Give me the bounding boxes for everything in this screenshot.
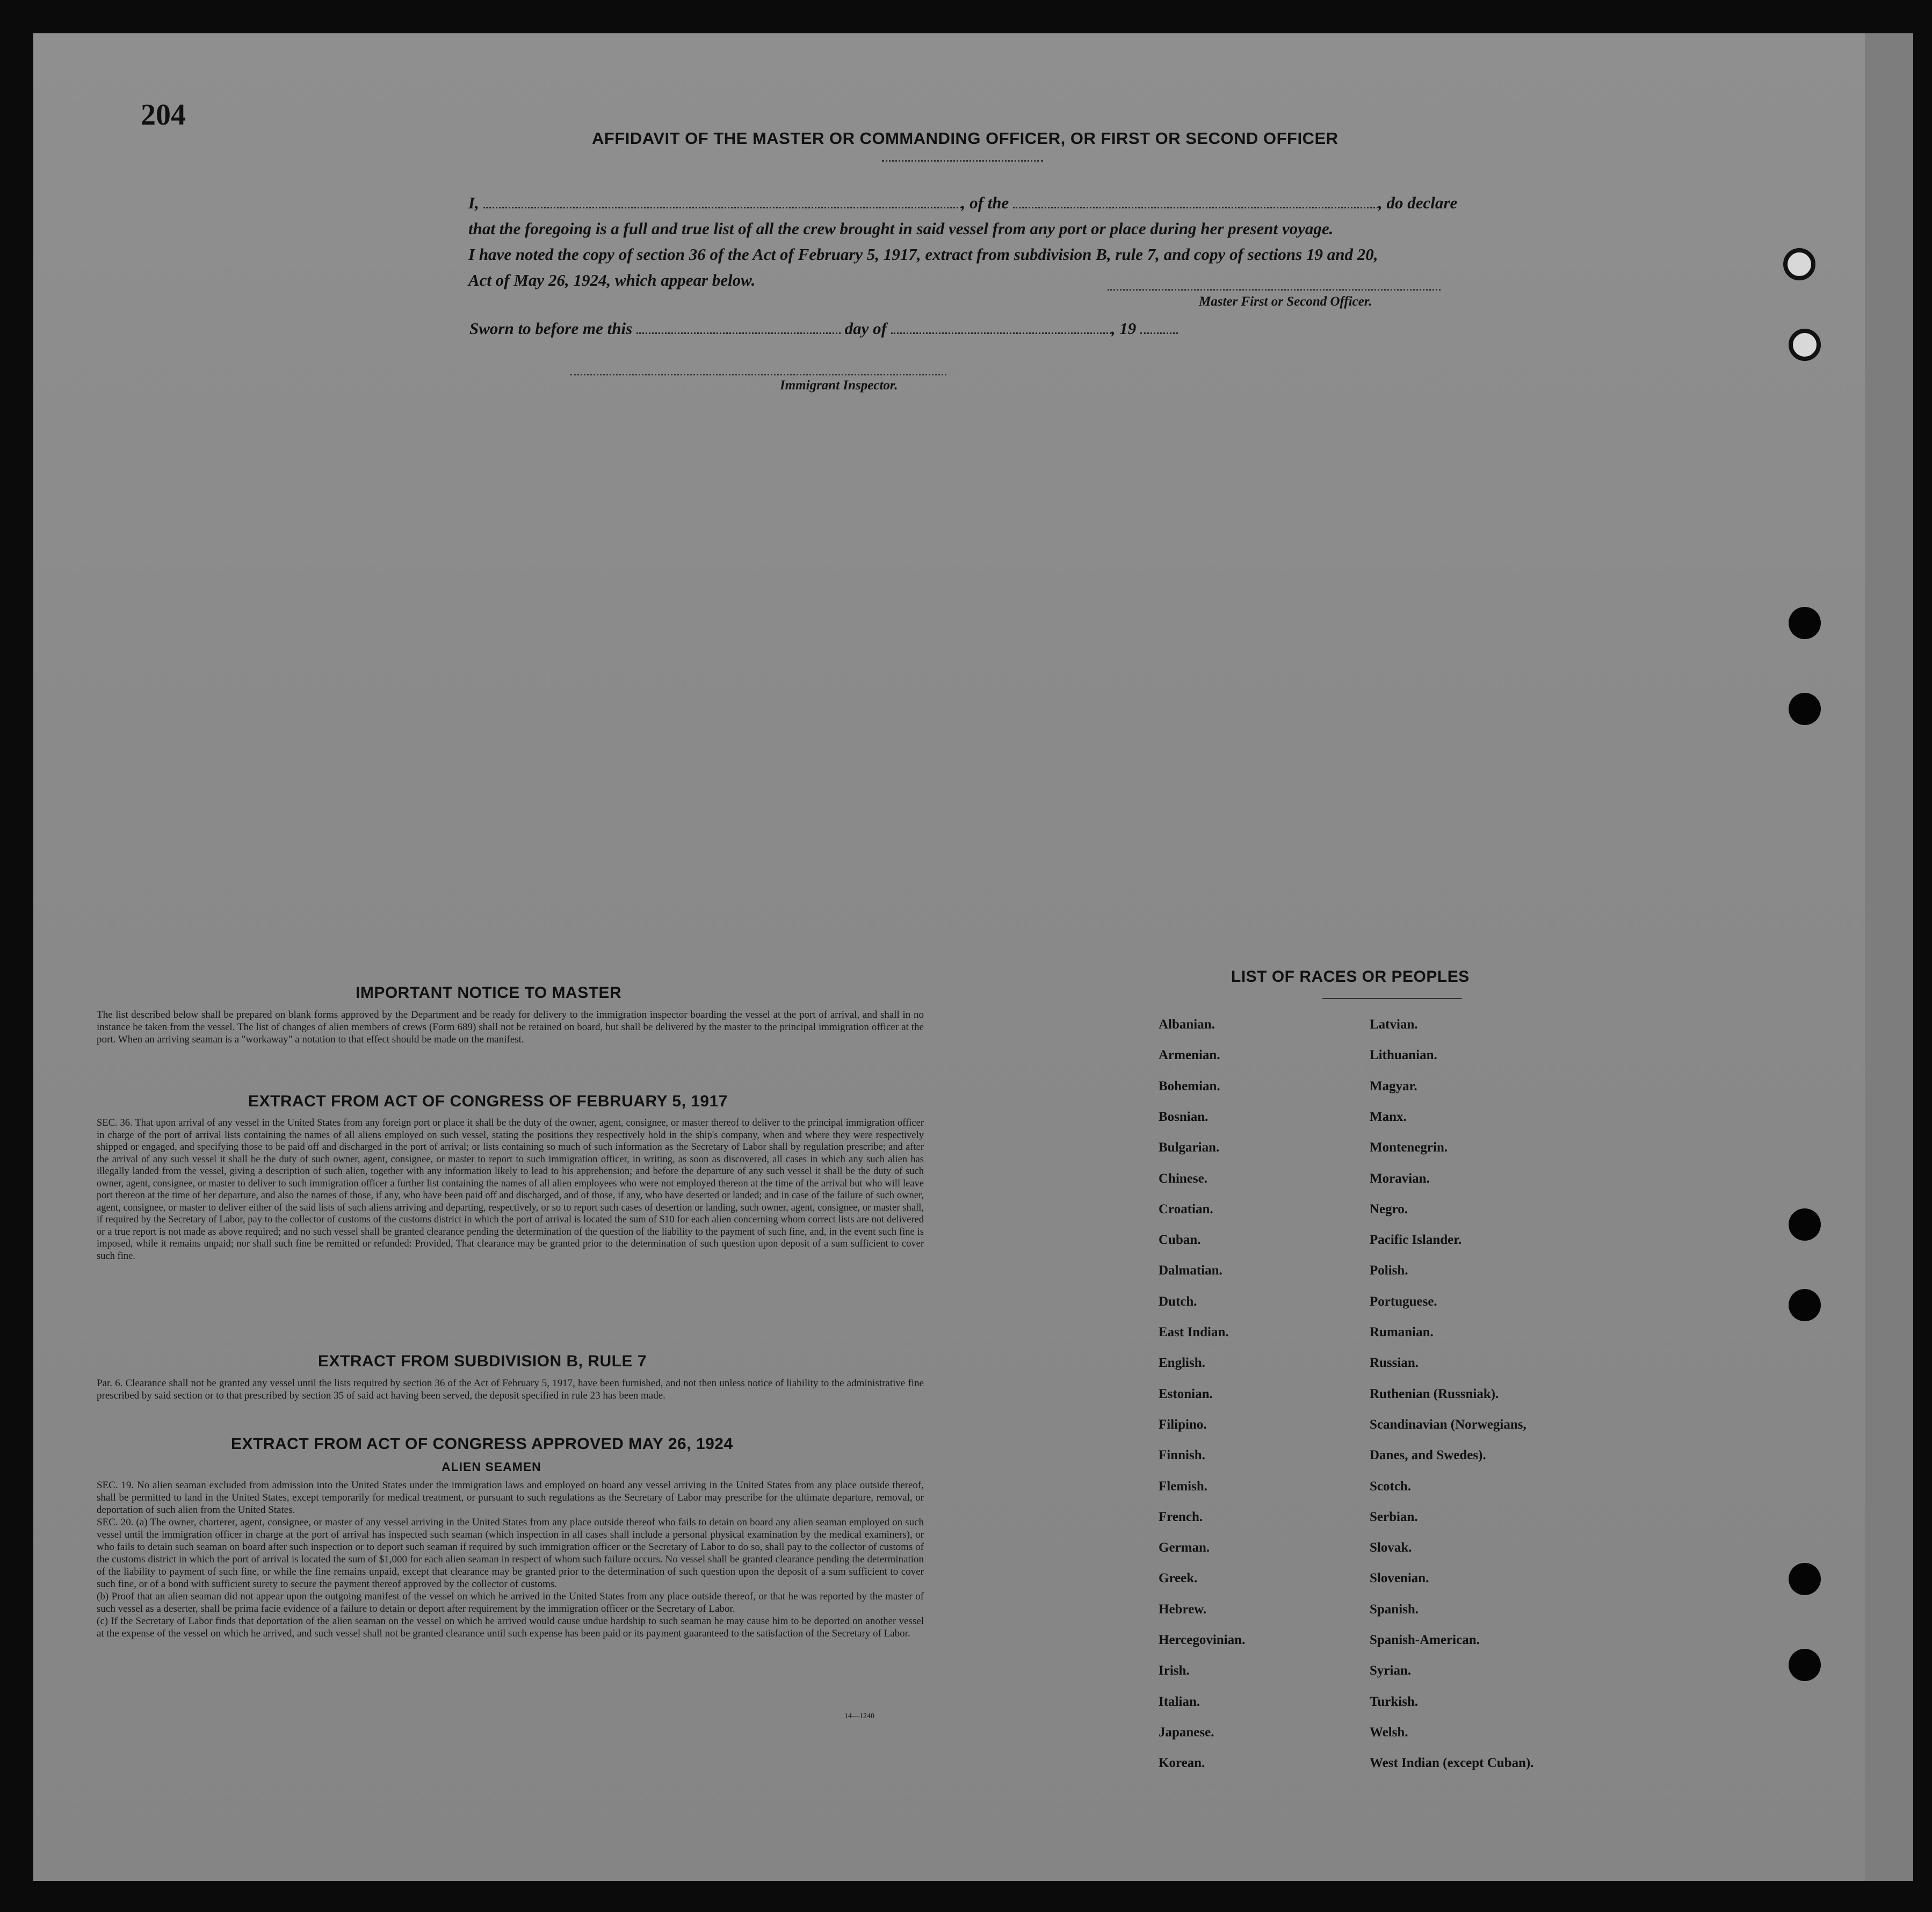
race-item: Greek. xyxy=(1159,1571,1198,1586)
sec-20b-text: (b) Proof that an alien seaman did not appear upon the outgoing manifest of the vessel on which he arrived in the United States from any place outside thereof, or that he was reported by the master of such vessel as a deserter, shall be prima facie evidence of a failure to detain or deport after requirement by the immigration officer or the Secretary of Labor. xyxy=(97,1591,924,1614)
extract-1924-body xyxy=(97,1479,924,1640)
race-item: Welsh. xyxy=(1370,1725,1408,1740)
race-item: Croatian. xyxy=(1159,1201,1213,1216)
inspector-caption: Immigrant Inspector. xyxy=(780,378,898,393)
race-item: Rumanian. xyxy=(1370,1325,1434,1339)
race-item: Irish. xyxy=(1159,1663,1190,1678)
affidavit-line-3: I have noted the copy of section 36 of the Act of February 5, 1917, extract from subdivision B, rule 7, and copy of sections 19 and 20, xyxy=(468,245,1378,264)
day-of-label: day of xyxy=(844,319,887,338)
notice-title: IMPORTANT NOTICE TO MASTER xyxy=(356,984,622,1002)
race-item: Estonian. xyxy=(1159,1386,1213,1401)
sec-20a-text: SEC. 20. (a) The owner, charterer, agent, consignee, or master of any vessel arriving in the United States from any place outside thereof who fails to detain on board any alien seaman employed on such vessel until the immigration officer in charge at the port of arrival has inspected such seaman (which inspection in all cases shall include a personal physical examination by the medical examiners), or who fails to detain such seaman on board after such inspection or to deport such seaman if required by such immigration officer or the Secretary of Labor to do so, shall pay to the collector of customs of the customs district in which the port of arrival is located the sum of $1,000 for each alien seaman in respect of whom such failure occurs. No vessel shall be granted clearance pending the determination of the liability to payment of such fine, or while the fine remains unpaid, except that clearance may be granted prior to the determination of such question upon the deposit of a sum sufficient to cover such fine, or of a bond with sufficient surety to secure the payment thereof approved by the collector of customs. xyxy=(97,1517,924,1590)
affidavit-line-2: that the foregoing is a full and true list of all the crew brought in said vessel from any port or place during her present voyage. xyxy=(468,219,1334,238)
page-number: 204 xyxy=(141,98,186,132)
inspector-signature-line[interactable] xyxy=(570,374,946,375)
sworn-day-blank[interactable] xyxy=(636,330,841,334)
race-item: Russian. xyxy=(1370,1356,1419,1371)
affidavit-title: AFFIDAVIT OF THE MASTER OR COMMANDING OFFICER, OR FIRST OR SECOND OFFICER xyxy=(592,129,1338,148)
binder-hole xyxy=(1789,693,1821,725)
race-item: Montenegrin. xyxy=(1370,1140,1448,1155)
race-item: Japanese. xyxy=(1159,1725,1214,1740)
race-item: Magyar. xyxy=(1370,1078,1417,1093)
sworn-year-blank[interactable] xyxy=(1140,330,1178,334)
bleed-row xyxy=(452,458,1768,468)
affidavit-line-4: Act of May 26, 1924, which appear below. xyxy=(468,271,756,289)
race-item: Bulgarian. xyxy=(1159,1140,1220,1155)
race-item: Filipino. xyxy=(1159,1417,1207,1432)
race-item: East Indian. xyxy=(1159,1325,1229,1339)
race-item: Scandinavian (Norwegians, xyxy=(1370,1417,1526,1432)
sec-20c-text: (c) If the Secretary of Labor finds that deportation of the alien seaman on the vessel on which he arrived would cause undue hardship to such seaman he may cause him to be deported on another vessel at the expense of the vessel on which he arrived, and such vessel shall not be granted clearance until such expense has been paid or its payment guaranteed to the satisfaction of the Secretary of Labor. xyxy=(97,1616,924,1639)
race-item: Hercegovinian. xyxy=(1159,1633,1246,1647)
race-item: French. xyxy=(1159,1509,1203,1524)
race-item: Syrian. xyxy=(1370,1663,1412,1678)
race-item: Dutch. xyxy=(1159,1294,1197,1309)
extract-1917-text: SEC. 36. That upon arrival of any vessel in the United States from any foreign port or place it shall be the duty of the owner, agent, consignee, or master thereof to deliver to the principal immigration officer in charge of the port of arrival lists containing the names of all aliens employed on such vessel, stating the positions they respectively hold in the ship's company, when and where they were respectively shipped or engaged, and specifying those to be paid off and discharged in the port of arrival; or lists containing so much of such information as the Secretary of Labor shall by regulation prescribe; and after the arrival of any such vessel it shall be the duty of such owner, agent, consignee, or master to report to such immigration officer, in writing, as soon as discovered, all cases in which any such alien has illegally landed from the vessel, giving a description of such alien, together with any information likely to lead to his apprehension; and before the departure of any such vessel it shall be the duty of such owner, agent, consignee, or master to deliver to such immigration officer a further list containing the names of all alien employees who were not employed thereon at the time of the arrival but who will leave port thereon at the time of her departure, and also the names of those, if any, who have been paid off and discharged, and of those, if any, who have deserted or landed; and in case of the failure of such owner, agent, consignee, or master to deliver either of the said lists of such aliens arriving and departing, respectively, or so to report such cases of desertion or landing, such owner, agent, consignee, or master shall, if required by the Secretary of Labor, pay to the collector of customs of the customs district in which the port of arrival is located the sum of $10 for each alien concerning whom correct lists are not delivered or a true report is not made as above required; and no such vessel shall be granted clearance pending the determination of the question of the liability to the payment of such fine, and, in the event such fine is imposed, while it remains unpaid; nor shall such fine be remitted or refunded: Provided, That clearance may be granted prior to the determination of such question upon deposit of a sum sufficient to cover such fine. xyxy=(97,1118,924,1262)
sworn-label: Sworn to before me this xyxy=(469,319,633,338)
page-edge xyxy=(1865,33,1913,1881)
extract-1917-title: EXTRACT FROM ACT OF CONGRESS OF FEBRUARY 5, 1917 xyxy=(248,1092,728,1110)
race-item: Cuban. xyxy=(1159,1233,1201,1248)
race-item: German. xyxy=(1159,1540,1210,1555)
race-item: Korean. xyxy=(1159,1756,1205,1771)
sec-19-text: SEC. 19. No alien seaman excluded from admission into the United States under the immigration laws and employed on board any vessel arriving in the United States from any place outside thereof, shall be permitted to land in the United States, except temporarily for medical treatment, or pursuant to such regulations as the Secretary of Labor may prescribe for the ultimate departure, removal, or deportation of such alien from the United States. xyxy=(97,1480,924,1516)
title-rule xyxy=(882,160,1043,162)
race-item: Finnish. xyxy=(1159,1448,1205,1463)
race-item: Bosnian. xyxy=(1159,1109,1209,1124)
document-page xyxy=(33,33,1865,1881)
binder-hole xyxy=(1789,607,1821,639)
race-item: Manx. xyxy=(1370,1109,1407,1124)
binder-hole xyxy=(1789,1289,1821,1321)
race-item: Spanish. xyxy=(1370,1602,1419,1617)
race-item: Polish. xyxy=(1370,1263,1408,1278)
vessel-blank[interactable] xyxy=(1013,205,1378,208)
race-item: Chinese. xyxy=(1159,1171,1207,1186)
extract-rule7-text: Par. 6. Clearance shall not be granted any vessel until the lists required by section 36 of the Act of February 5, 1917, have been furnished, and not then unless notice of liability to the administrative fine prescribed by said section or to that prescribed by section 35 of said act having been served, the deposit specified in rule 23 has been made. xyxy=(97,1378,924,1401)
race-item: Serbian. xyxy=(1370,1509,1418,1524)
binder-hole xyxy=(1789,1563,1821,1595)
race-item: Turkish. xyxy=(1370,1694,1419,1709)
form-number: 14—1240 xyxy=(844,1712,874,1720)
race-item: Negro. xyxy=(1370,1201,1408,1216)
race-item: Spanish-American. xyxy=(1370,1633,1480,1647)
affidavit-line-1 xyxy=(468,193,1457,213)
race-item: Hebrew. xyxy=(1159,1602,1207,1617)
binder-hole xyxy=(1783,248,1815,280)
race-item: Slovak. xyxy=(1370,1540,1412,1555)
sworn-month-blank[interactable] xyxy=(891,330,1111,334)
race-item: Albanian. xyxy=(1159,1017,1215,1032)
do-declare-label: , do declare xyxy=(1378,193,1458,212)
master-caption: Master First or Second Officer. xyxy=(1199,294,1372,309)
race-item: Italian. xyxy=(1159,1694,1200,1709)
race-item: Scotch. xyxy=(1370,1479,1412,1494)
race-item: English. xyxy=(1159,1356,1205,1371)
bleed-row xyxy=(452,420,1768,431)
race-item: Armenian. xyxy=(1159,1048,1220,1063)
race-item: West Indian (except Cuban). xyxy=(1370,1756,1534,1771)
race-item: Lithuanian. xyxy=(1370,1048,1437,1063)
race-item: Latvian. xyxy=(1370,1017,1418,1032)
race-item: Moravian. xyxy=(1370,1171,1430,1186)
name-blank[interactable] xyxy=(483,205,961,208)
extract-1924-title: EXTRACT FROM ACT OF CONGRESS APPROVED MAY 26, 1924 xyxy=(231,1435,733,1453)
race-item: Portuguese. xyxy=(1370,1294,1437,1309)
alien-seamen-subtitle: ALIEN SEAMEN xyxy=(442,1460,541,1474)
race-item: Dalmatian. xyxy=(1159,1263,1222,1278)
race-item: Slovenian. xyxy=(1370,1571,1429,1586)
race-item: Pacific Islander. xyxy=(1370,1233,1462,1248)
sworn-line xyxy=(469,319,1178,338)
year-label: , 19 xyxy=(1111,319,1137,338)
of-the-label: , of the xyxy=(961,193,1009,212)
binder-hole xyxy=(1789,1649,1821,1681)
binder-hole xyxy=(1789,1208,1821,1241)
extract-rule7-title: EXTRACT FROM SUBDIVISION B, RULE 7 xyxy=(318,1352,647,1370)
race-item: Bohemian. xyxy=(1159,1078,1220,1093)
races-title-rule xyxy=(1322,998,1462,999)
binder-hole xyxy=(1789,329,1821,361)
master-signature-line[interactable] xyxy=(1108,289,1441,291)
race-item: Danes, and Swedes). xyxy=(1370,1448,1486,1463)
notice-text: The list described below shall be prepared on blank forms approved by the Department and be ready for delivery to the immigration inspector boarding the vessel at the port of arrival, and shall in no instance be taken from the vessel. The list of changes of alien members of crews (Form 689) shall not be retained on board, but shall be delivered by the master to the principal immigration officer at the port. When an arriving seaman is a "workaway" a notation to that effect should be made on the manifest. xyxy=(97,1009,924,1045)
race-item: Ruthenian (Russniak). xyxy=(1370,1386,1499,1401)
race-item: Flemish. xyxy=(1159,1479,1207,1494)
races-title: LIST OF RACES OR PEOPLES xyxy=(1231,968,1470,986)
i-label: I, xyxy=(468,193,479,212)
